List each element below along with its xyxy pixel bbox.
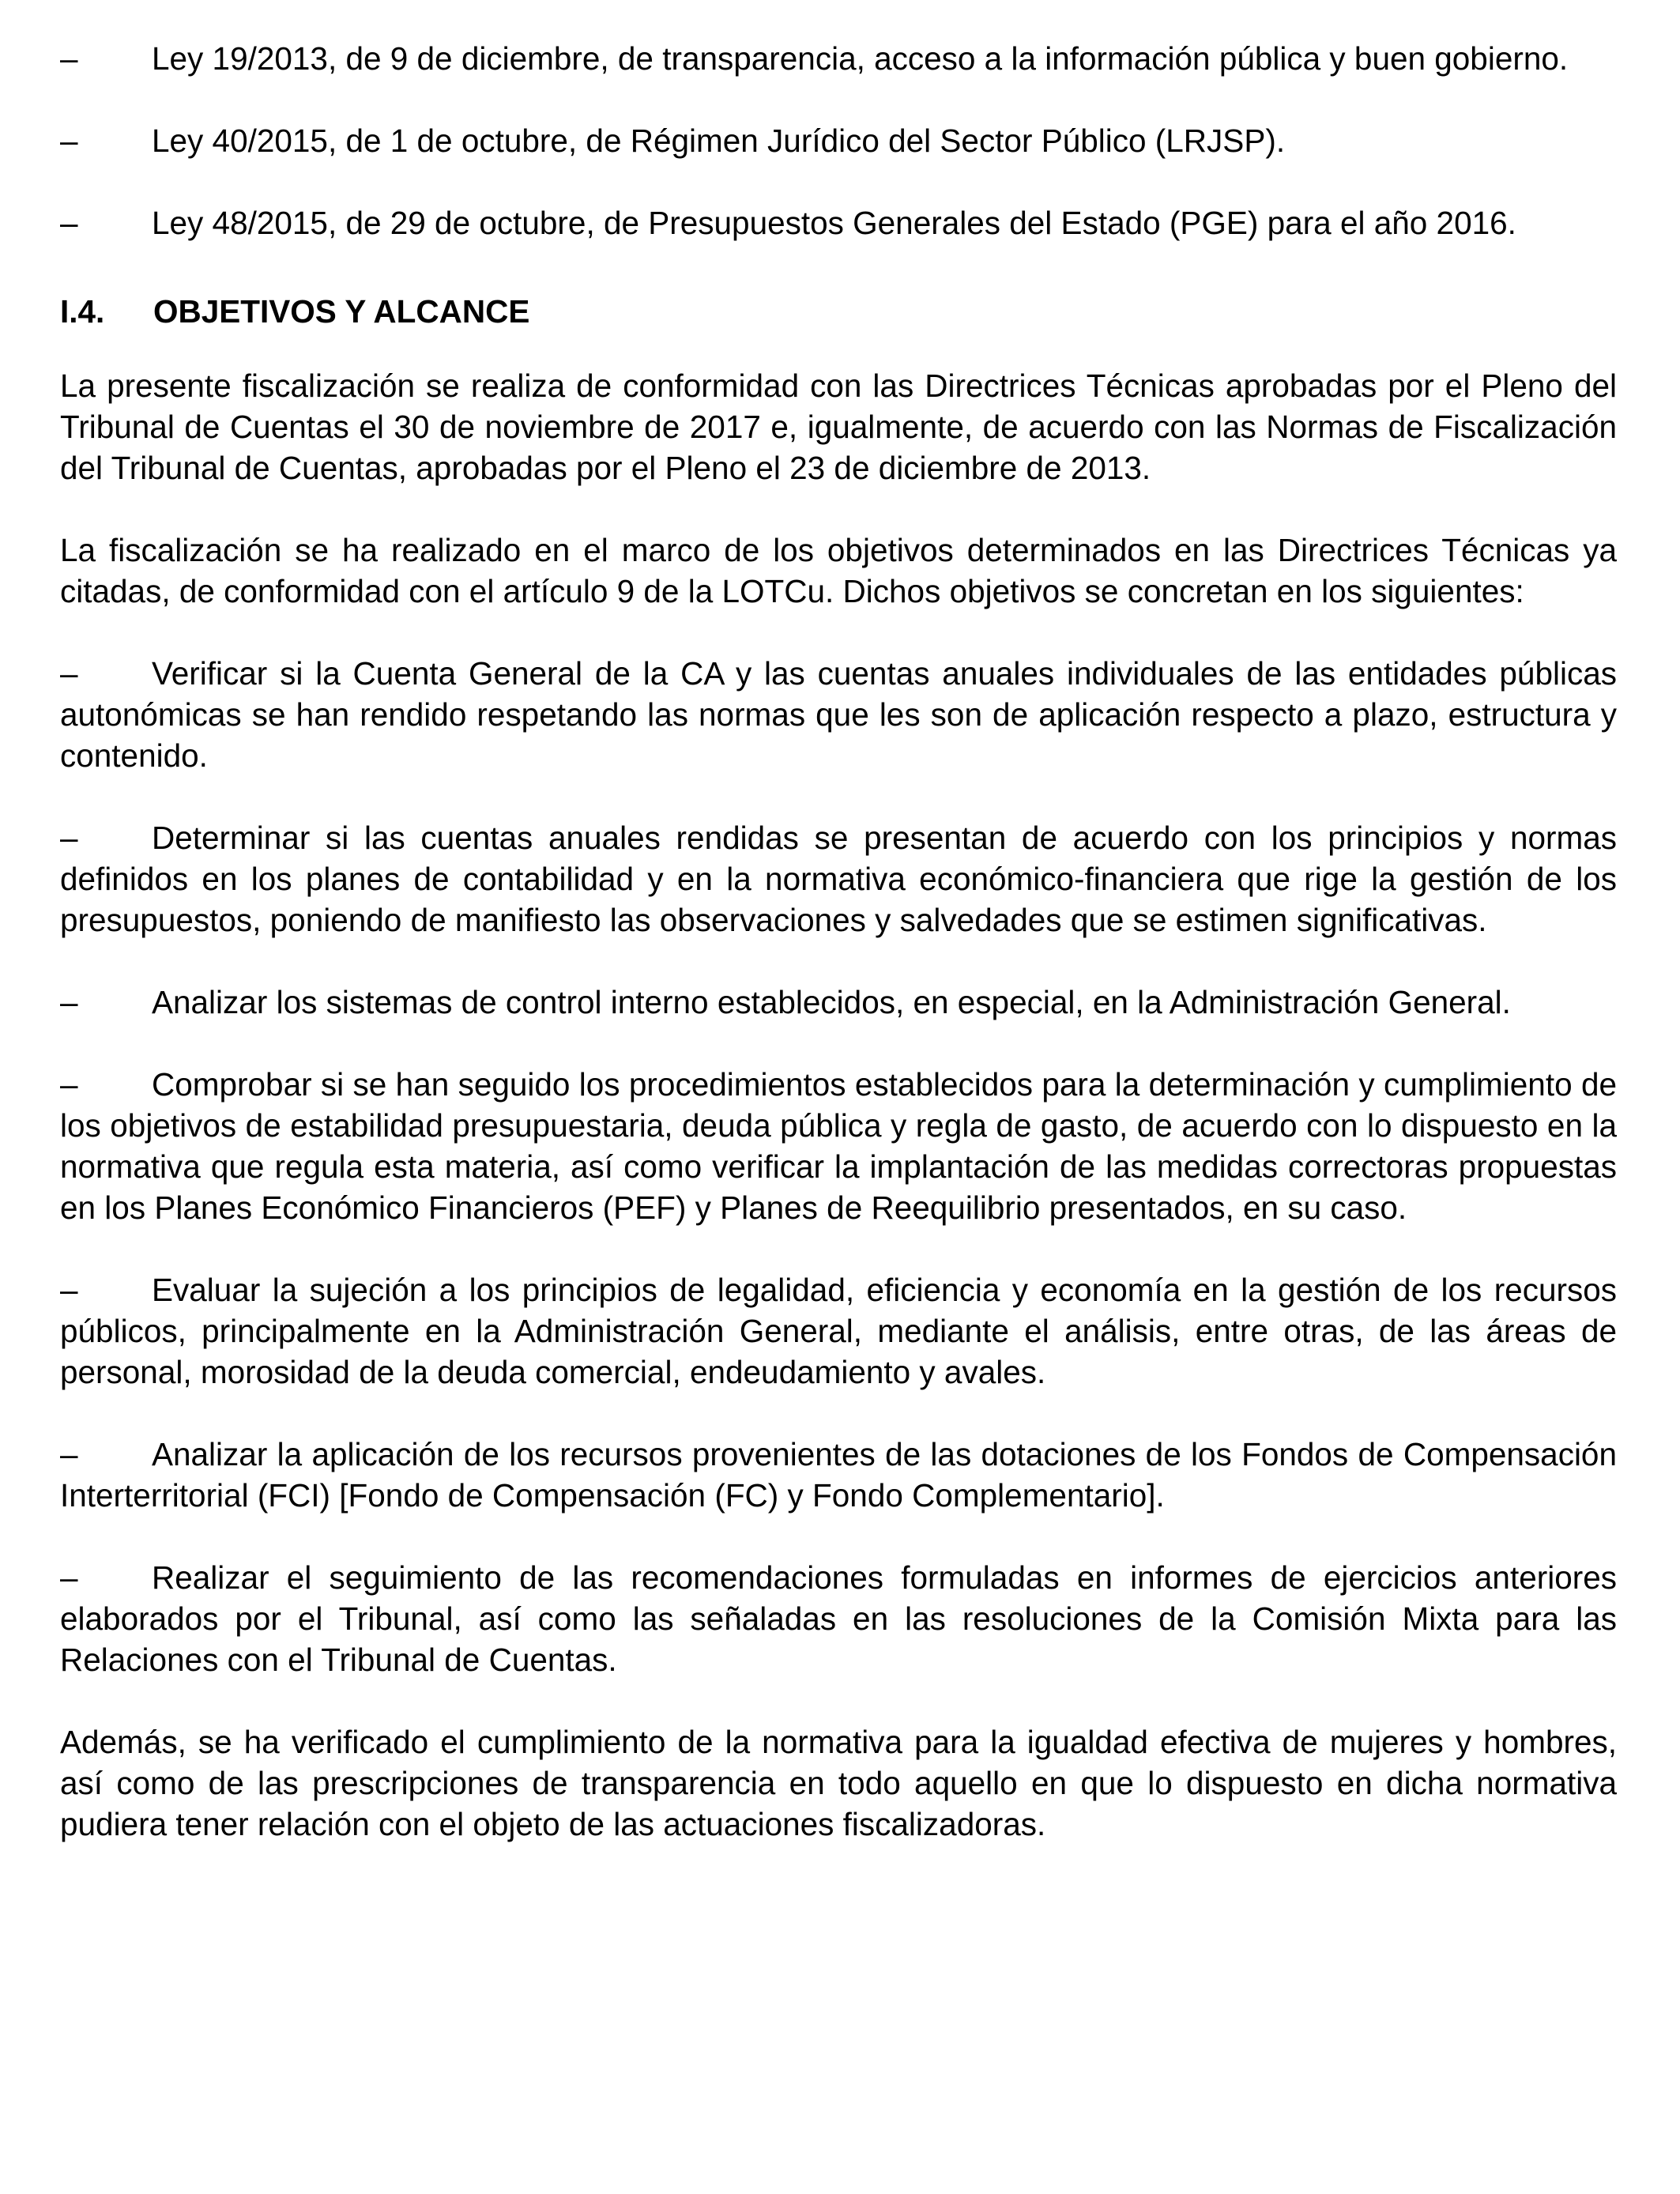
objective-item bbox=[60, 1269, 1617, 1393]
law-item bbox=[60, 120, 1617, 161]
objective-text: Evaluar la sujeción a los principios de legalidad, eficiencia y economía en la gestión de los recursos públicos, principalmente en la Administración General, mediante el análisis, entre otras, de las áreas de personal, morosidad de la deuda comercial, endeudamiento y avales. bbox=[60, 1272, 1617, 1390]
intro-paragraph: La presente fiscalización se realiza de conformidad con las Directrices Técnicas aprobadas por el Pleno del Tribunal de Cuentas el 30 de noviembre de 2017 e, igualmente, de acuerdo con las Normas de Fiscalización del Tribunal de Cuentas, aprobadas por el Pleno el 23 de diciembre de 2013. bbox=[60, 368, 1617, 486]
objective-text: Determinar si las cuentas anuales rendidas se presentan de acuerdo con los principios y normas definidos en los planes de contabilidad y en la normativa económico-financiera que rige la gestión de los presupuestos, poniendo de manifiesto las observaciones y salvedades que se estimen significativas. bbox=[60, 820, 1617, 938]
objective-item bbox=[60, 1557, 1617, 1680]
dash-bullet: – bbox=[60, 1559, 78, 1596]
intro-paragraph: La fiscalización se ha realizado en el marco de los objetivos determinados en las Directrices Técnicas ya citadas, de conformidad con el artículo 9 de la LOTCu. Dichos objetivos se concretan en los siguientes: bbox=[60, 532, 1617, 609]
dash-bullet: – bbox=[60, 655, 78, 692]
dash-bullet: – bbox=[60, 123, 78, 159]
objective-item bbox=[60, 817, 1617, 941]
section-heading bbox=[60, 285, 1617, 332]
dash-bullet: – bbox=[60, 820, 78, 856]
objective-text: Verificar si la Cuenta General de la CA y las cuentas anuales individuales de las entidades públicas autonómicas se han rendido respetando las normas que les son de aplicación respecto a plazo, estructura y contenido. bbox=[60, 655, 1617, 774]
dash-bullet: – bbox=[60, 1066, 78, 1103]
section-number: I.4. bbox=[60, 293, 105, 330]
objective-text: Analizar la aplicación de los recursos provenientes de las dotaciones de los Fondos de Compensación Interterritorial (FCI) [Fondo de Compensación (FC) y Fondo Complementario]. bbox=[60, 1436, 1617, 1514]
objective-item bbox=[60, 1434, 1617, 1516]
dash-bullet: – bbox=[60, 984, 78, 1020]
objective-text: Realizar el seguimiento de las recomendaciones formuladas en informes de ejercicios anteriores elaborados por el Tribunal, así como las señaladas en las resoluciones de la Comisión Mixta para las Relaciones con el Tribunal de Cuentas. bbox=[60, 1559, 1617, 1678]
law-item bbox=[60, 202, 1617, 243]
law-text: Ley 40/2015, de 1 de octubre, de Régimen Jurídico del Sector Público (LRJSP). bbox=[152, 123, 1286, 159]
law-item bbox=[60, 38, 1617, 79]
objective-item bbox=[60, 982, 1617, 1023]
section-title: OBJETIVOS Y ALCANCE bbox=[153, 293, 530, 330]
objective-text: Analizar los sistemas de control interno establecidos, en especial, en la Administración General. bbox=[152, 984, 1511, 1020]
dash-bullet: – bbox=[60, 40, 78, 77]
dash-bullet: – bbox=[60, 1436, 78, 1472]
law-text: Ley 48/2015, de 29 de octubre, de Presupuestos Generales del Estado (PGE) para el año 2016. bbox=[152, 205, 1516, 241]
objective-item bbox=[60, 1064, 1617, 1228]
law-text: Ley 19/2013, de 9 de diciembre, de transparencia, acceso a la información pública y buen gobierno. bbox=[152, 40, 1569, 77]
document-page bbox=[60, 38, 1617, 1886]
objective-item bbox=[60, 653, 1617, 776]
closing-paragraph: Además, se ha verificado el cumplimiento de la normativa para la igualdad efectiva de mujeres y hombres, así como de las prescripciones de transparencia en todo aquello en que lo dispuesto en dicha normativa pudiera tener relación con el objeto de las actuaciones fiscalizadoras. bbox=[60, 1724, 1617, 1842]
dash-bullet: – bbox=[60, 205, 78, 241]
objective-text: Comprobar si se han seguido los procedimientos establecidos para la determinación y cumplimiento de los objetivos de estabilidad presupuestaria, deuda pública y regla de gasto, de acuerdo con lo dispuesto en la normativa que regula esta materia, así como verificar la implantación de las medidas correctoras propuestas en los Planes Económico Financieros (PEF) y Planes de Reequilibrio presentados, en su caso. bbox=[60, 1066, 1617, 1226]
dash-bullet: – bbox=[60, 1272, 78, 1308]
